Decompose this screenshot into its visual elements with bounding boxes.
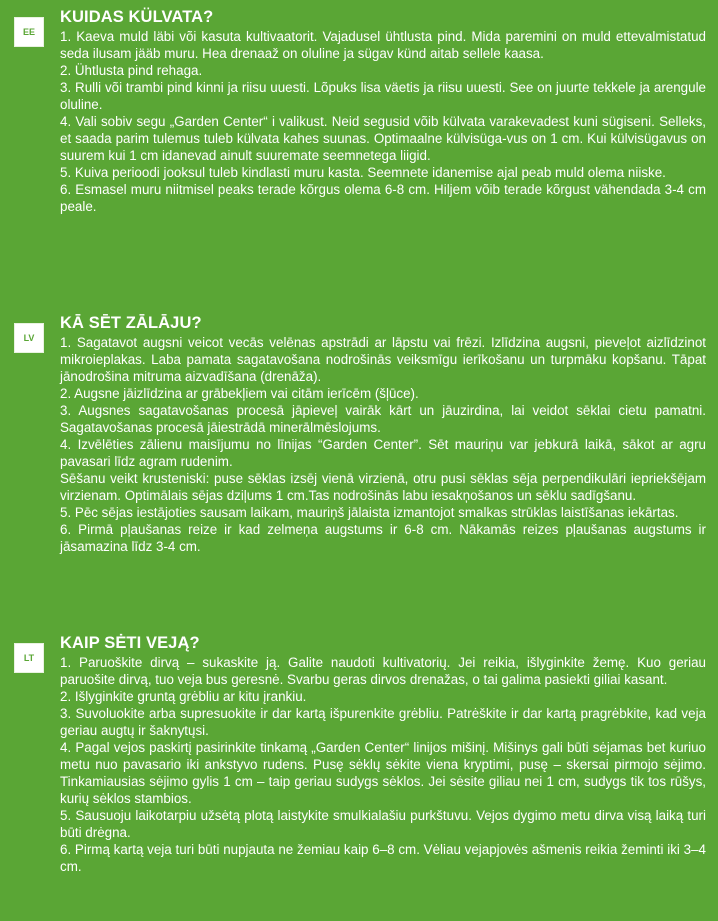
step-item: 6. Esmasel muru niitmisel peaks terade kõrgus olema 6-8 cm. Hiljem võib terade kõrgust vähendada 3-4 cm peale.	[60, 182, 706, 214]
step-item: 1. Paruoškite dirvą – sukaskite ją. Galite naudoti kultivatorių. Jei reikia, išlyginkite žemę. Kuo geriau paruošite dirvą, tuo veja bus geresnė. Svarbu geras dirvos drenažas, o tai galima pasiekti giliai kasant.	[60, 655, 706, 687]
section-title-lv: KĀ SĒT ZĀLĀJU?	[60, 314, 202, 332]
step-item: 4. Izvēlēties zālienu maisījumu no līnijas “Garden Center”. Sēt mauriņu var jebkurā laikā, sākot ar agru pavasari līdz agram rudenim.	[60, 437, 706, 469]
step-item: 4. Pagal vejos paskirtį pasirinkite tinkamą „Garden Center“ linijos mišinį. Mišinys gali būti sėjamas bet kuriuo metu nuo pavasario iki ankstyvo rudens. Pusę sėklų sėkite viena kryptimi, pusę – skersai pirmojo sėjimo. Tinkamiausias sėjimo gylis 1 cm – taip geriau sudygs sėklos. Jei sėsite giliau nei 1 cm, sudygs tik tos rūšys, kurių sėklos stambios.	[60, 740, 706, 806]
step-item: 5. Pēc sējas iestājoties sausam laikam, mauriņš jālaista izmantojot smalkas strūklas laistīšanas iekārtas.	[60, 505, 679, 520]
step-item: 2. Augsne jāizlīdzina ar grābekļiem vai citām ierīcēm (šļūce).	[60, 386, 419, 401]
step-item: 6. Pirmą kartą veja turi būti nupjauta ne žemiau kaip 6–8 cm. Vėliau vejapjovės ašmenis reikia žeminti iki 3–4 cm.	[60, 842, 706, 874]
step-item: 2. Ühtlusta pind rehaga.	[60, 63, 203, 78]
language-badge-lt: LT	[14, 643, 44, 673]
step-item: 3. Suvoluokite arba supresuokite ir dar kartą išpurenkite grėbliu. Patrėškite ir dar kartą pragrėbkite, kad veja geriau augtų ir šaknytųsi.	[60, 706, 706, 738]
section-title-ee: KUIDAS KÜLVATA?	[60, 8, 214, 26]
step-item: 5. Kuiva perioodi jooksul tuleb kindlasti muru kasta. Seemnete idanemise ajal peab muld olema niiske.	[60, 165, 666, 180]
step-item: Sēšanu veikt krusteniski: puse sēklas izsēj vienā virzienā, otru pusi sēklas sēja perpendikulāri iepriekšējam virzienam. Optimālais sējas dziļums 1 cm.Tas nodrošinās labu iesakņošanos un sēklu sadīgšanu.	[60, 471, 706, 503]
section-title-lt: KAIP SĖTI VEJĄ?	[60, 634, 200, 652]
language-badge-lv: LV	[14, 323, 44, 353]
step-item: 3. Augsnes sagatavošanas procesā jāpieveļ vairāk kārt un jāuzirdina, lai veidot sēklai cietu pamatni. Sagatavošanas procesā jāiestrādā minerālmēslojums.	[60, 403, 706, 435]
step-item: 3. Rulli või trambi pind kinni ja riisu uuesti. Lõpuks lisa väetis ja riisu uuesti. See on juurte tekkele ja arengule oluline.	[60, 80, 706, 112]
step-item: 2. Išlyginkite gruntą grėbliu ar kitu įrankiu.	[60, 689, 307, 704]
step-item: 1. Kaeva muld läbi või kasuta kultivaatorit. Vajadusel ühtlusta pind. Mida paremini on muld ettevalmistatud seda ilusam jääb muru. Hea drenaaž on oluline ja sügav künd aitab sellele kaasa.	[60, 29, 706, 61]
step-item: 1. Sagatavot augsni veicot vecās velēnas apstrādi ar lāpstu vai frēzi. Izlīdzina augsni, pieveļot aizlīdzinot mikroieplakas. Laba pamata sagatavošana nodrošinās veiksmīgu ierīkošanu un turpmāku kopšanu. Tāpat jānodrošina mitruma aizvadīšana (drenāža).	[60, 335, 706, 384]
step-item: 4. Vali sobiv segu „Garden Center“ i valikust. Neid segusid võib külvata varakevadest kuni sügiseni. Selleks, et saada parim tulemus tuleb külvata kahes suunas. Optimaalne külvisüga-vus on 1 cm. Kui külvisügavus on suurem kui 1 cm idanevad ainult suuremate seemnetega liigid.	[60, 114, 706, 163]
step-item: 5. Sausuoju laikotarpiu užsėtą plotą laistykite smulkialašiu purkštuvu. Vejos dygimo metu dirva visą laiką turi būti drėgna.	[60, 808, 706, 840]
step-item: 6. Pirmā pļaušanas reize ir kad zelmeņa augstums ir 6-8 cm. Nākamās reizes pļaušanas augstums ir jāsamazina līdz 3-4 cm.	[60, 522, 706, 554]
language-badge-ee: EE	[14, 17, 44, 47]
